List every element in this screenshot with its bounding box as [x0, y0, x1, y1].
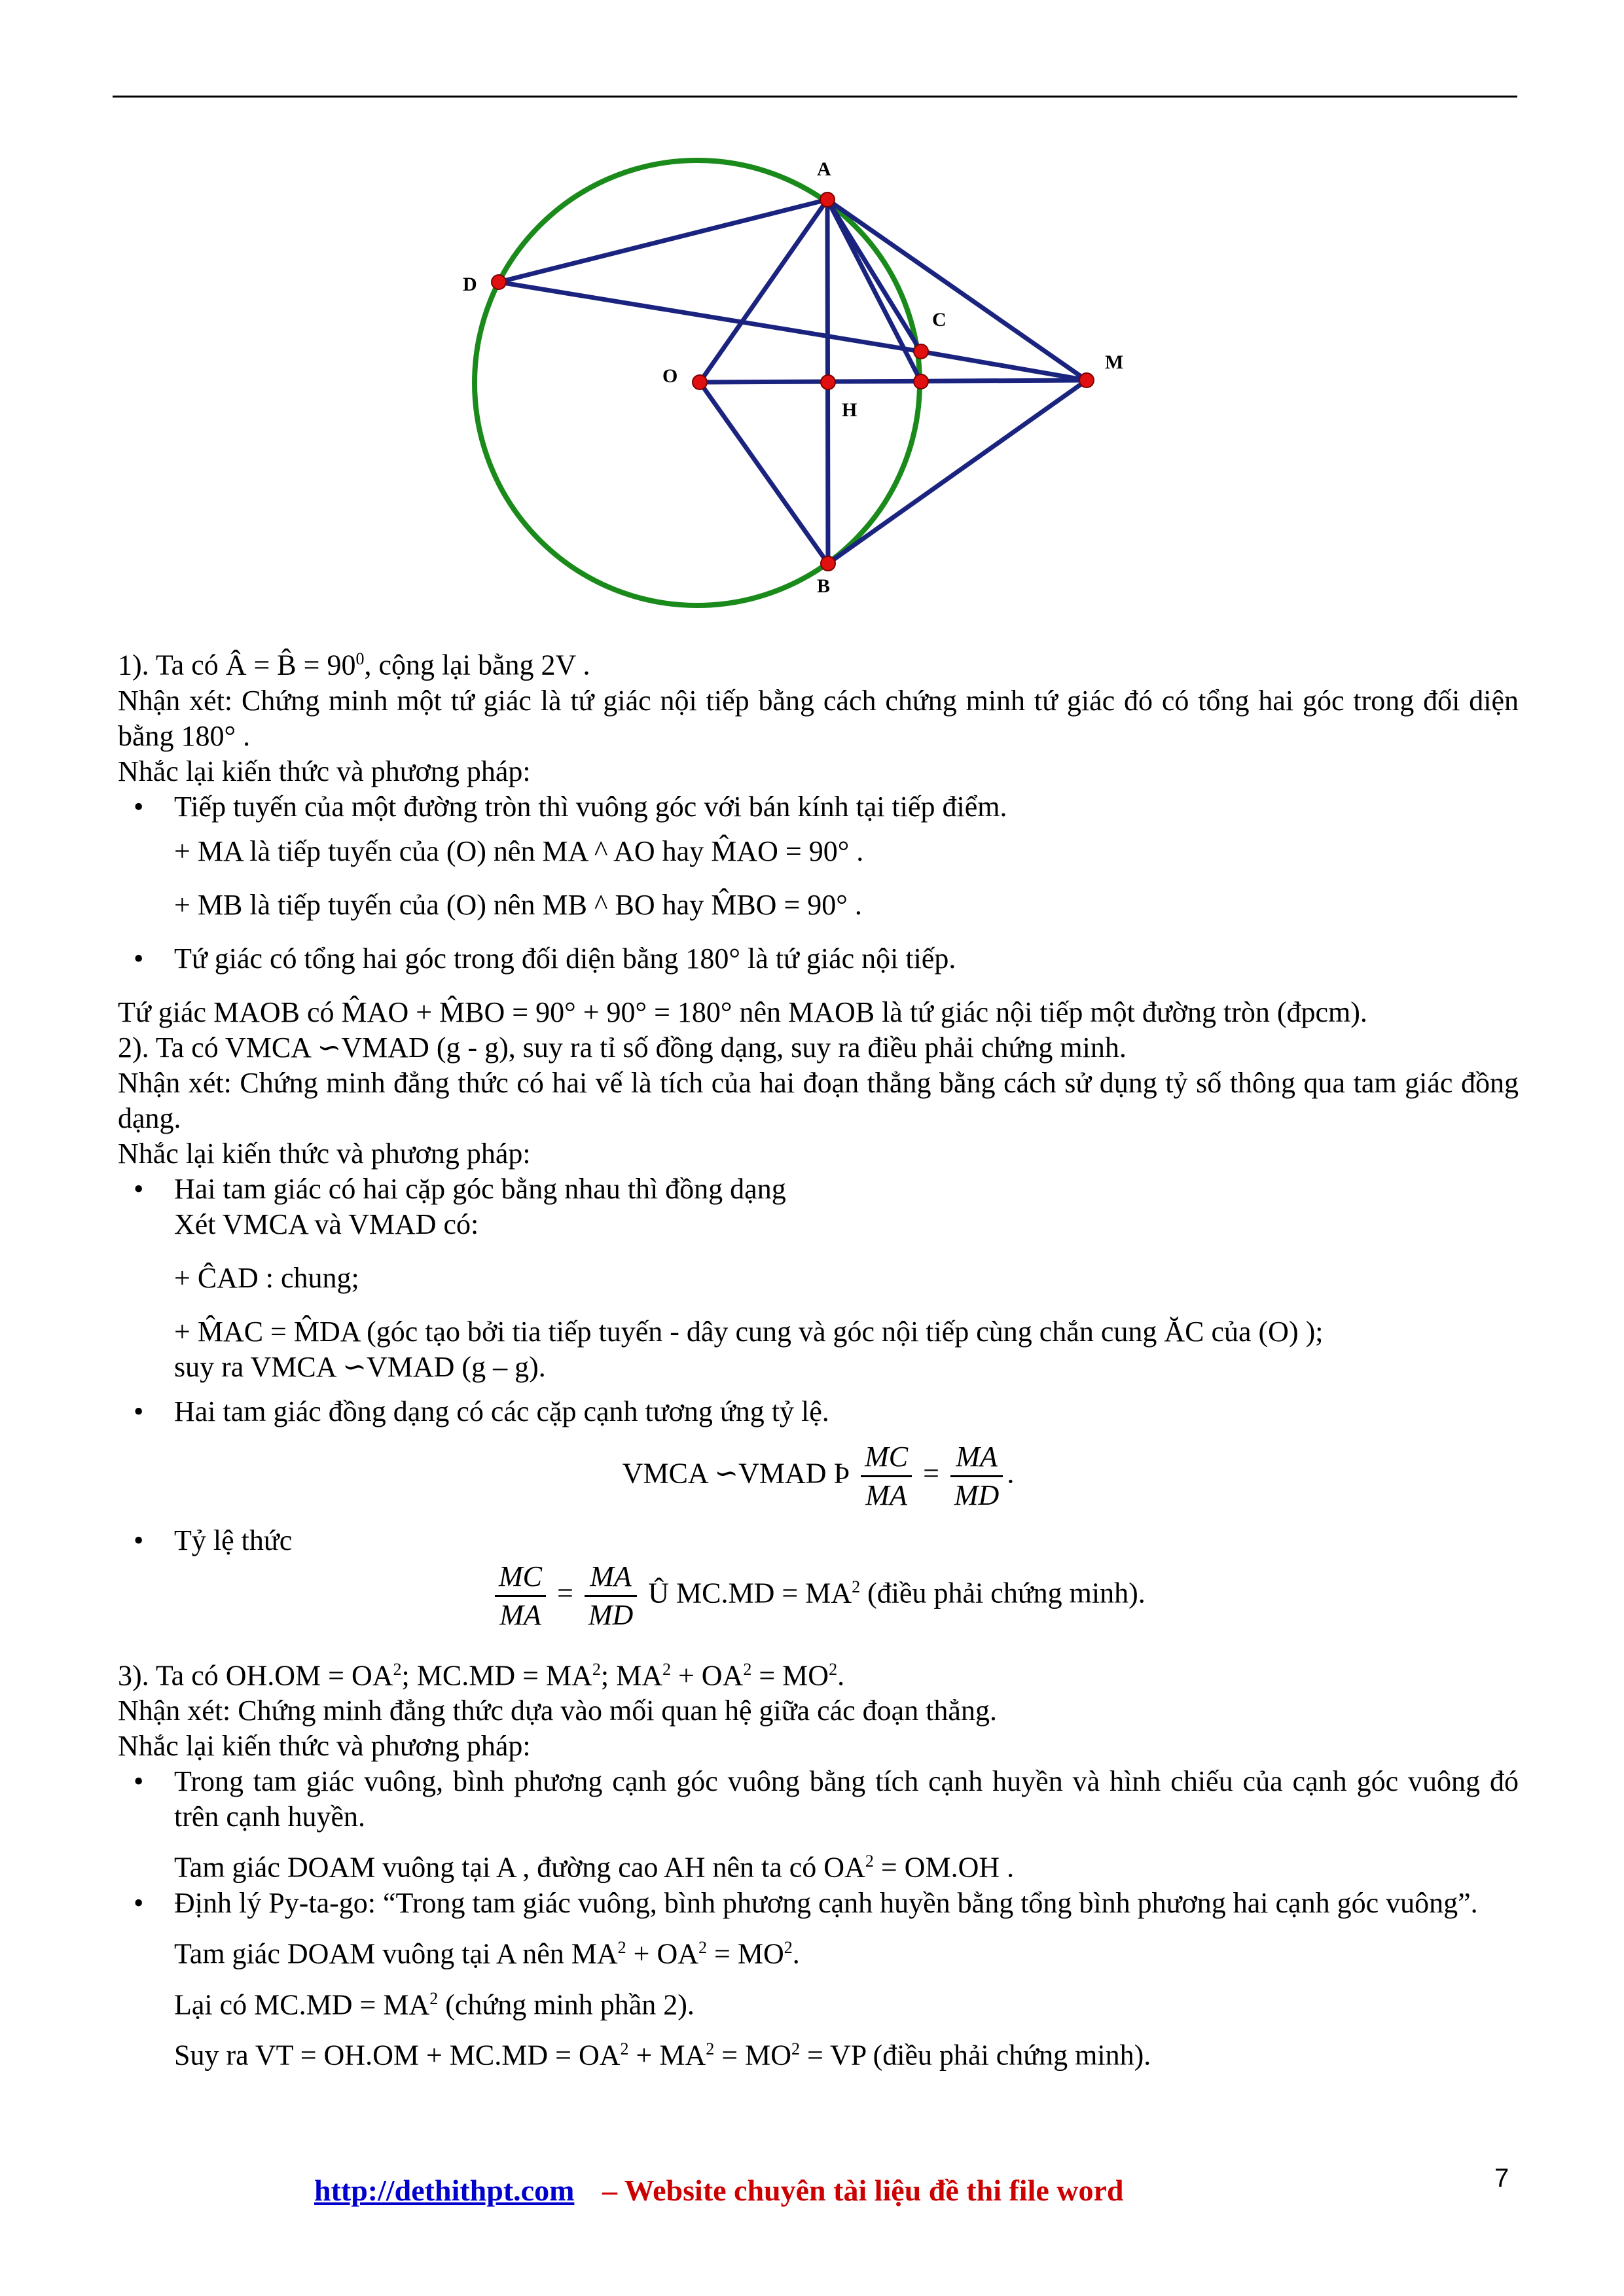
segment-ai	[827, 200, 921, 382]
part1-bullet-1: • Tiếp tuyến của một đường tròn thì vuông góc với bán kính tại tiếp điểm.	[118, 789, 1519, 825]
footer-tagline: – Website chuyên tài liệu đề thi file word	[602, 2174, 1124, 2207]
part3-bullet-2: • Định lý Py-ta-go: “Trong tam giác vuông, bình phương cạnh huyền bằng tổng bình phương hai cạnh góc vuông”.	[118, 1886, 1519, 1921]
point-o	[693, 375, 707, 389]
part3-bullet-2-line-2: Lại có $MC.MD = MA^2$ (chứng minh phần 2).	[174, 1988, 695, 2021]
part2-bullet-1-line-4: suy ra VMCA ∽VMAD (g – g).	[174, 1350, 546, 1383]
segment-dc	[499, 282, 921, 351]
fraction-mc-ma-2: $\frac{MC}{MA}$	[495, 1558, 546, 1634]
solution-text	[118, 641, 1519, 2073]
page-number: 7	[1494, 2164, 1509, 2193]
part1-bullet-1-line-1: + MA là tiếp tuyến của (O) nên MA ^ AO hay M̂AO = 90° .	[174, 834, 864, 867]
part2-bullet-1: • Hai tam giác có hai cặp góc bằng nhau thì đồng dạng	[118, 1172, 1519, 1207]
segment-bo	[700, 382, 828, 564]
part3-recall: Nhắc lại kiến thức và phương pháp:	[118, 1730, 531, 1763]
label-o: O	[662, 365, 678, 387]
part2-proportion: $\frac{MC}{MA}$ = $\frac{MA}{MD}$ Û $MC.MD = MA^2$ (điều phải chứng minh).	[118, 1558, 1519, 1634]
part2-similarity-ratio: VMCA ∽VMAD Þ $\frac{MC}{MA}$ = $\frac{MA}{MD}$ .	[118, 1439, 1519, 1514]
point-a	[820, 192, 835, 207]
point-c	[914, 344, 928, 359]
part1-intro: 1). Ta có Â = B̂ = $90^0$, cộng lại bằng 2V .	[118, 649, 590, 681]
point-d	[492, 275, 506, 289]
part3-bullet-2-line-1: Tam giác DOAM vuông tại A nên $MA^2 + OA^2 = MO^2$.	[174, 1937, 800, 1970]
segment-bm	[828, 380, 1087, 564]
part1-recall: Nhắc lại kiến thức và phương pháp:	[118, 755, 531, 787]
segment-cm	[921, 351, 1087, 380]
part3-intro: 3). Ta có $OH.OM = OA^2$; $MC.MD = MA^2$; $MA^2 + OA^2 = MO^2$.	[118, 1659, 845, 1692]
point-m	[1079, 373, 1094, 387]
part1-bullet-2: • Tứ giác có tổng hai góc trong đối diện bằng 180° là tứ giác nội tiếp.	[118, 941, 1519, 977]
part2-remark: Nhận xét: Chứng minh đẳng thức có hai vế là tích của hai đoạn thẳng bằng cách sử dụng tỷ số thông qua tam giác đồng dạng.	[118, 1066, 1519, 1134]
point-i	[914, 374, 928, 389]
label-b: B	[817, 575, 831, 597]
part2-bullet-2: • Hai tam giác đồng dạng có các cặp cạnh tương ứng tỷ lệ.	[118, 1394, 1519, 1429]
part2-bullet-3: • Tỷ lệ thức	[118, 1523, 1519, 1558]
part2-bullet-1-line-3: + M̂AC = M̂DA (góc tạo bởi tia tiếp tuyến - dây cung và góc nội tiếp cùng chắn cung ĂC của (O) );	[174, 1315, 1324, 1348]
part3-bullet-1-line-1: Tam giác DOAM vuông tại A , đường cao AH nên ta có $OA^2 = OM.OH$ .	[174, 1851, 1015, 1884]
label-d: D	[463, 274, 477, 295]
fraction-ma-md-2: $\frac{MA}{MD}$	[585, 1558, 637, 1634]
part2-recall: Nhắc lại kiến thức và phương pháp:	[118, 1137, 531, 1170]
part3-bullet-1: • Trong tam giác vuông, bình phương cạnh góc vuông bằng tích cạnh huyền và hình chiếu của cạnh góc vuông đó trên cạnh huyền.	[118, 1764, 1519, 1835]
part1-bullet-1-line-2: + MB là tiếp tuyến của (O) nên MB ^ BO hay M̂BO = 90° .	[174, 888, 862, 921]
label-a: A	[817, 158, 831, 180]
fraction-ma-md: $\frac{MA}{MD}$	[950, 1439, 1003, 1514]
geometry-figure	[445, 151, 1165, 609]
part3-bullet-2-line-3: Suy ra VT = $OH.OM + MC.MD = OA^2 + MA^2 = MO^2$ = VP (điều phải chứng minh).	[174, 2039, 1151, 2072]
part1-remark: Nhận xét: Chứng minh một tứ giác là tứ giác nội tiếp bằng cách chứng minh tứ giác đó có tổng hai góc trong đối diện bằng 180° .	[118, 684, 1519, 752]
point-h	[821, 375, 835, 389]
part1-conclusion: Tứ giác MAOB có M̂AO + M̂BO = 90° + 90° = 180° nên MAOB là tứ giác nội tiếp một đường tròn (đpcm).	[118, 996, 1367, 1028]
part3-remark: Nhận xét: Chứng minh đẳng thức dựa vào mối quan hệ giữa các đoạn thẳng.	[118, 1695, 997, 1727]
label-c: C	[932, 309, 947, 331]
segment-am	[827, 200, 1087, 380]
fraction-mc-ma: $\frac{MC}{MA}$	[861, 1439, 912, 1514]
label-m: M	[1105, 351, 1124, 373]
website-link[interactable]: http://dethithpt.com	[314, 2174, 575, 2207]
part2-intro: 2). Ta có VMCA ∽VMAD (g - g), suy ra tỉ số đồng dạng, suy ra điều phải chứng minh.	[118, 1031, 1127, 1064]
header-rule	[113, 96, 1517, 98]
part2-bullet-1-line-1: Xét VMCA và VMAD có:	[174, 1208, 479, 1240]
segment-om	[700, 380, 1087, 382]
part2-bullet-1-line-2: + ĈAD : chung;	[174, 1261, 359, 1294]
label-h: H	[842, 399, 857, 421]
point-b	[821, 556, 835, 571]
